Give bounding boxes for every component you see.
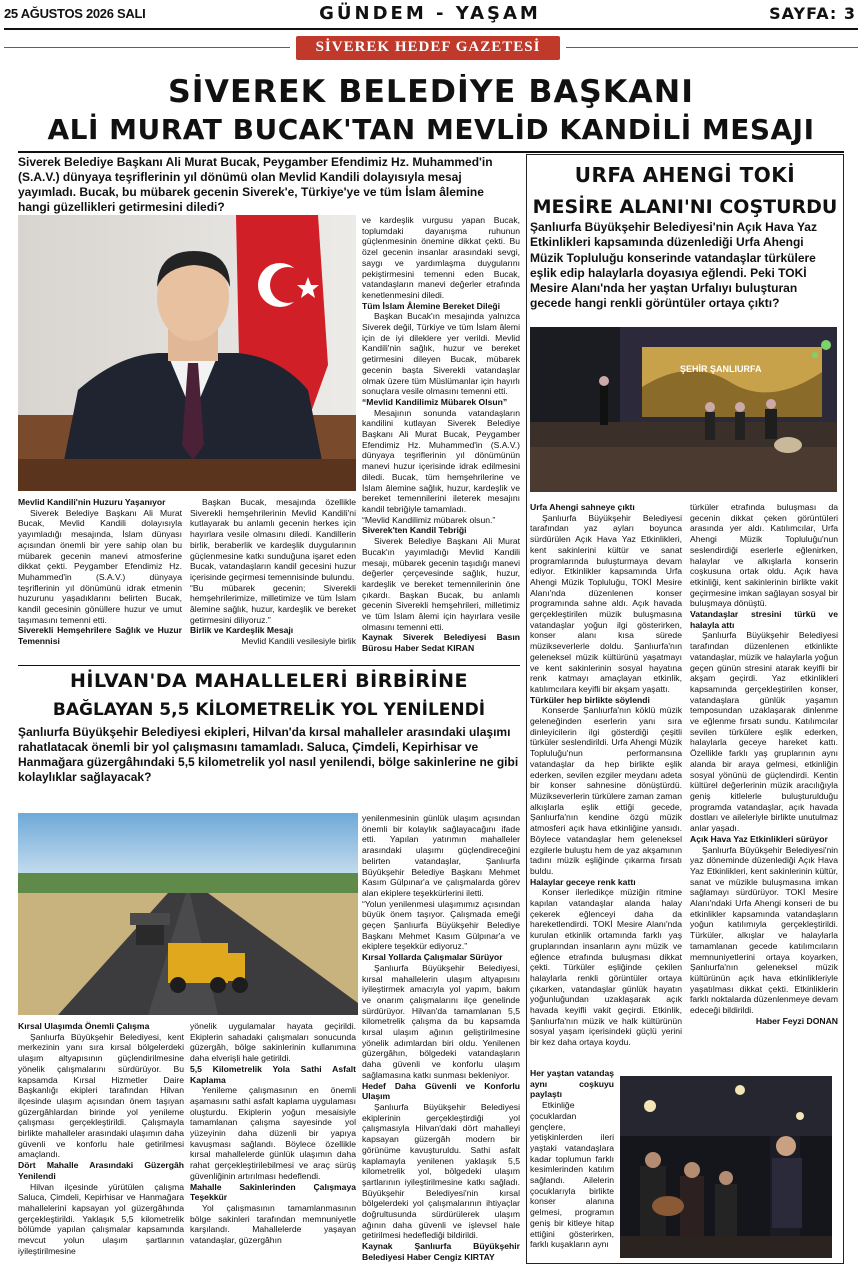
article3-subhead-6: Hedef Daha Güvenli ve Konforlu Ulaşım [362,1080,520,1102]
article3-paragraph: Hilvan ilçesinde yürütülen çalışma Saluca, Çimdeli, Kepirhisar ve Hanmağara mahallelerini kapsayan yol güzergâhında gerçekleştirildi. Yaklaşık 5,5 kilometrelik bölümde yapılan çalışmalar kapsamında mevcut yolun ulaşım şartlarının iyileştirilmesine [18,1181,184,1256]
article1-paragraph: Başkan Bucak, mesajında özellikle Siverekli hemşehrilerinin Mevlid Kandili'ni kutlayarak bu anlamlı gecenin herkes için hayırlara vesile olmasını diledi. Kandillerin birlik, beraberlik ve kardeşlik duygularının güçlenmesine katkı sunduğuna işaret eden Bucak, vatandaşların kandil gecesini huzur içerisinde geçirmesi temennisinde bulundu. [190,497,356,582]
article2-photo-concert [530,327,837,492]
article2-subhead-3: Halaylar geceye renk kattı [530,876,636,887]
article2-column-2 [690,502,838,1026]
article3-top-rule [18,665,520,666]
article3-paragraph: Şanlıurfa Büyükşehir Belediyesi ekiplerinin gerçekleştirdiği yol çalışmasıyla Hilvan'daki dört mahalleyi kapsayan güzergâh modern bir görünüme kavuşturuldu. Sathi asfalt kaplamayla yenilenen yaklaşık 5,5 kilometrelik yol, bölgedeki ulaşım şartlarının iyileştirilmesine katkı sağladı. Büyükşehir Belediyesi'nin kırsal bölgelerdeki yol çalışmalarının ihtiyaçlar doğrultusunda sürdürülerek ulaşım ağının daha güvenli ve işlevsel hale getirilmesi hedeflediği bildirildi. [362,1101,520,1241]
article3-paragraph: yenilenmesinin günlük ulaşım açısından önemli bir kolaylık sağlayacağını ifade etti. Yapılan yatırımın mahalleler arasındaki ulaşımı güçlendireceğini belirten vatandaşlar, Şanlıurfa Büyükşehir Belediye Başkanı Mehmet Kasım Gülpınar'a ve çalışmalarda görev alan ekiplere teşekkürlerini iletti. [362,813,520,898]
article3-paragraph: yönelik uygulamalar hayata geçirildi. Ekiplerin sahadaki çalışmaları sonucunda güzergâh, bölge sakinlerinin kullanımına daha elverişli hale getirildi. [190,1021,356,1064]
article1-subhead-2: Siverekli Hemşehrilere Sağlık ve Huzur Temennisi [18,625,182,647]
header-date: 25 AĞUSTOS 2026 SALI [4,6,146,21]
article3-source: Kaynak Şanlıurfa Büyükşehir Belediyesi Haber Cengiz KIRTAY [362,1241,520,1262]
article1-photo-mayor [18,215,356,491]
article3-column-2 [190,1021,356,1246]
article2-column-1 [530,502,682,1048]
article2-title-line1: URFA AHENGİ TOKİ [574,163,796,187]
stage-banner-text: ŞEHİR ŞANLIURFA [680,364,762,374]
article3-column-1 [18,1021,184,1256]
article3-paragraph: Yol çalışmasının tamamlanmasının bölge sakinleri tarafından memnuniyetle karşılandı. Mahallelerde yaşayan vatandaşlar, güzergâhın [190,1202,356,1246]
article1-subhead-1: Mevlid Kandili'nin Huzuru Yaşanıyor [18,497,166,507]
article2-subhead-2: Türküler hep birlikte söylendi [530,694,650,705]
masthead-rule-left [4,47,290,48]
article1-subhead-4: Tüm İslam Âlemine Bereket Dileği [362,300,501,311]
article2-subhead-1: Urfa Ahengi sahneye çıktı [530,502,635,512]
masthead-rule-right [566,47,858,48]
article3-subhead-2: Dört Mahalle Arasındaki Güzergâh Yenilendi [18,1160,184,1181]
article1-paragraph: Siverek Belediye Başkanı Ali Murat Bucak'ın yayımladığı Mevlid Kandili mesajı, mübarek gecenin taşıdığı manevi değerler çerçevesinde sağlık, huzur, kardeşlik ve bereket temennilerinin öne çıkardı. Başkan Bucak, bu anlamlı gecenin Siverekli hemşehrileri, milletimiz ve tüm İslam âlemi için hayırlara vesile olmasını temenni etti. [362,536,520,632]
article1-title-rule [18,151,844,153]
article3-photo-road [18,813,358,1015]
article3-paragraph: Yenileme çalışmasının en önemli aşamasını sathi asfalt kaplama uygulaması oluşturdu. Ekiplerin yoğun mesaisiyle tamamlanan çalışma sayesinde yol yüzeyinin daha düzenli bir yapıya kavuşması sağlandı. Böylece özellikle kırsal mahallelerde günlük ulaşımın daha rahat gerçekleştirilebilmesi ve araç sürüş güvenliğinin artırılması hedeflendi. [190,1085,356,1181]
article1-subhead-5: “Mevlid Kandilimiz Mübarek Olsun” [362,396,508,407]
header-rule [4,28,858,30]
article1-paragraph: Mevlid Kandili vesilesiyle birlik [241,636,356,647]
article2-paragraph: Şanlıurfa Büyükşehir Belediyesi tarafından yaz ayları boyunca sürdürülen Açık Hava Yaz Etkinlikleri, kent sakinlerini kültür ve sanat programlarında buluşturmaya devam ediyor. Etkinlikler kapsamında Urfa Ahengi Müzik Topluluğu, TOKİ Mesire Alanı'nda düzenlenen konser programında sahne aldı. Açık havada gerçekleştirilen müzik buluşmasına vatandaşlar yoğun ilgi gösterirken, konser alanı kısa sürede müzikseverlerle doldu. Şanlıurfa'nın geleneksel müzik kültürünü yaşatmayı ve kent sakinlerinin sosyal hayatına renk katmayı amaçlayan etkinlik, katılımcılara keyifli bir akşam yaşattı. [530,512,682,694]
road-asphalt-icon [18,813,358,1015]
article3-paragraph: Şanlıurfa Büyükşehir Belediyesi, kent merkezinin yanı sıra kırsal bölgelerdeki ulaşım altyapısının güçlendirilmesine yönelik çalışmalarını sürdürüyor. Bu kapsamda Kırsal Hizmetler Daire Başkanlığı ekipleri tarafından Hilvan ilçesinde ulaşım açısından önem taşıyan güzergâhlardan birinde yol yenileme çalışması gerçekleştirildi. Çalışmayla birlikte mahalleler arasındaki ulaşımın daha güvenli ve konforlu hale getirilmesi amaçlandı. [18,1031,184,1160]
article3-subhead-3: 5,5 Kilometrelik Yola Sathi Asfalt Kaplama [190,1063,356,1085]
concert-stage-icon [530,327,837,492]
article3-lead: Şanlıurfa Büyükşehir Belediyesi ekipleri, Hilvan'da kırsal mahalleler arasındaki ulaşımı rahatlatacak önemli bir yol çalışmasını tamamladı. Saluca, Çimdeli, Kepirhisar ve Hanmağara güzergâhındaki 5,5 kilometrelik yol nasıl yenilendi, bölge sakinlerine ne gibi kolaylıklar sağlayacak? [18,725,519,784]
article1-subhead-3: Birlik ve Kardeşlik Mesajı [190,625,294,636]
article1-quote: “Mevlid Kandilimiz mübarek olsun.” [362,514,496,525]
article1-title-line2: ALİ MURAT BUCAK'TAN MEVLİD KANDİLİ MESAJI [47,113,815,146]
mayor-portrait-icon [18,215,356,491]
article2-paragraph: Şanlıurfa Büyükşehir Belediyesi tarafından düzenlenen etkinlikte vatandaşlar, müzik ve halaylarla yoğun geçen günün stresini atarak keyifli bir akşam geçirdi. Yaz etkinlikleri kapsamında gerçekleştirilen konser, vatandaşlara günlük yaşamın temposundan uzaklaşarak dinlenme ve eğlenme fırsatı sundu. Katılımcılar sevilen türkülere eşlik ederken, halaylarla geceye hareket kattı. Özellikle farklı yaş gruplarının aynı alanda bir araya gelmesi, etkinliğin sosyal yönünü de güçlendirdi. Kentin kültürel değerlerinin müzik aracılığıyla geniş kitlelerle buluşturulduğu programda vatandaşlar, açık havada dostları ve aileleriyle birlikte unutulmaz anlar yaşadı. [690,630,838,834]
article3-subhead-1: Kırsal Ulaşımda Önemli Çalışma [18,1021,150,1031]
article1-paragraph: Mesajının sonunda vatandaşların kandilini kutlayan Siverek Belediye Başkanı Ali Murat Bucak, Peygamber Efendimiz Hz. Muhammed'in (S.A.V.) dünyaya teşriflerinin yıl dönümünün manevi huzur içerisinde idrak edilmesini diledi. Bucak, tüm hemşehrilerine ve İslam âlemine sağlık, huzur, kardeşlik ve bereket temennilerini ileterek mesajını kandil tebriğiyle tamamladı. [362,407,520,514]
article2-column-1b [530,1068,614,1250]
article2-paragraph: Konserde Şanlıurfa'nın köklü müzik geleneğinden eserlerin yanı sıra dinleyicilerin ilgi gösterdiği çeşitli türküler seslendirildi. Urfa Ahengi Müzik Topluluğu'nun performansına vatandaşlar da hep birlikte eşlik ederken, sevilen ezgiler meydanı adeta bir konser sahnesine dönüştürdü. Müzikseverlerin türkülere zaman zaman alkışlarla eşlik ettiği gecede, Şanlıurfa'nın kendine özgü müzik atmosferi açık hava etkinliğine yansıdı. Böylece vatandaşlar hem geleneksel ezgilerle buluştu hem de yaz akşamının tadını müzik eşliğinde çıkarma fırsatı buldu. [530,705,682,876]
article1-paragraph: Siverek Belediye Başkanı Ali Murat Bucak, Mevlid Kandili dolayısıyla yayımladığı mesajında, İslam dünyası açısından önemli bir yere sahip olan bu mübarek gecenin manevi atmosferine dikkat çekti. Peygamber Efendimiz Hz. Muhammed'in (S.A.V.) dünyaya teşriflerinin yıl dönümünü idrak etmenin huzurunu yaşadıklarını belirten Bucak, kandil gecesinin gönüllere huzur ve umut taşımasını temenni etti. [18,507,182,625]
article1-source: Kaynak Siverek Belediyesi Basın Bürosu Haber Sedat KIRAN [362,632,520,654]
article2-lead: Şanlıurfa Büyükşehir Belediyesi'nin Açık Hava Yaz Etkinlikleri kapsamında düzenlediği Urfa Ahengi Müzik Topluluğu konserinde vatandaşlar türkülere eşlik edip halaylarla doyasıya eğlendi. Peki TOKİ Mesire Alanı'nda her yaştan Urfalıyı buluşturan gecede hangi renkli görüntüler ortaya çıktı? [530,220,817,311]
article3-subhead-4: Mahalle Sakinlerinden Çalışmaya Teşekkür [190,1181,356,1203]
article2-paragraph: Konser ilerledikçe müziğin ritmine kapılan vatandaşlar alanda halay çekerek eğlenceyi daha da hareketlendirdi. TOKİ Mesire Alanı'nda kurulan etkinlik ortamında farklı yaş gruplarından insanların aynı müzik ve eğlence etrafında buluşması dikkat çekti. Türküler eşliğinde çekilen halaylarla renkli görüntüler ortaya çıkarken, vatandaşlar günlük hayatın yoğunluğundan uzaklaşarak açık havada keyifli vakit geçirdi. Etkinlik, Şanlıurfa'nın müzik ve halk kültürünün sosyal yaşam içerisindeki güçlü yerini bir kez daha ortaya koydu. [530,887,682,1048]
article2-source: Haber Feyzi DONAN [755,1015,838,1026]
article1-title-line1: SİVEREK BELEDİYE BAŞKANI [167,74,695,110]
header-section: GÜNDEM - YAŞAM [319,3,541,24]
article1-column-1 [18,497,182,647]
article1-subhead-6: Siverek'ten Kandil Tebriği [362,525,467,536]
article1-paragraph: ve kardeşlik vurgusu yapan Bucak, toplumdaki dayanışma ruhunun güçlenmesinin önemine dikkat çekti. Bu özel gecenin insanlar arasındaki sevgi, saygı ve yardımlaşma duygularını pekiştirmesini temenni eden Bucak, vatandaşların manevi değerler etrafında kenetlenmesini diledi. [362,215,520,300]
article1-quote: “Bu mübarek gecenin; Siverekli hemşehrilerimize, milletimize ve tüm İslam âlemine sağlık, huzur, kardeşlik ve bereket getirmesini diliyoruz.” [190,582,356,625]
article3-subhead-5: Kırsal Yollarda Çalışmalar Sürüyor [362,952,503,963]
article1-column-2 [190,497,356,647]
article3-quote: “Yolun yenilenmesi ulaşımımız açısından büyük önem taşıyor. Çalışmada emeği geçen Şanlıurfa Büyükşehir Belediye Başkanı Mehmet Kasım Gülpınar'a ve ekiplere teşekkür ediyoruz.” [362,898,520,952]
article2-paragraph: Etkinliğe çocuklardan gençlere, yetişkinlerden ileri yaştaki vatandaşlara kadar toplumun farklı kesimlerinden katılım sağlandı. Ailelerin çocuklarıyla birlikte konser alanına gelmesi, programın geniş bir kitleye hitap ettiğini gösterirken, farklı kuşakların aynı [530,1100,614,1250]
article2-paragraph: Şanlıurfa Büyükşehir Belediyesi'nin yaz döneminde düzenlediği Açık Hava Yaz Etkinlikleri, kent sakinlerinin kültür, sanat ve müzikle buluşmasına imkan sağlamayı sürdürüyor. TOKİ Mesire Alanı'ndaki Urfa Ahengi konseri de bu etkinlikler kapsamında vatandaşların yoğun katılımıyla gerçekleştirildi. Türküler, alkışlar ve halaylarla tamamlanan gecede katılımcıların memnuniyetlerini ortaya koyarken, Şanlıurfa'nın geleneksel müzik kültürünün açık hava etkinlikleriyle yaşatılması dikkat çekti. Etkinliklerin farklı noktalarda düzenlenmeye devam edeceği bildirildi. [690,844,838,1016]
article2-title-line2: MESİRE ALANI'NI COŞTURDU [532,196,838,218]
performers-night-icon [620,1076,832,1258]
article2-subhead-5: Vatandaşlar stresini türkü ve halayla attı [690,609,838,630]
article2-paragraph: türküler etrafında buluşması da gecenin dikkat çeken görüntüleri arasında yer aldı. Katılımcılar, Urfa Ahengi Müzik Topluluğu'nun seslendirdiği eserlerle eğlenirken, halaylar ve alkışlarla konserin coşkusuna ortak oldu. Açık hava etkinliği, kent sakinlerinin birlikte vakit geçirmesine imkan sağlayan sosyal bir buluşmaya dönüştü. [690,502,838,609]
article3-title-line2: BAĞLAYAN 5,5 KİLOMETRELİK YOL YENİLENDİ [52,700,486,720]
article2-subhead-4: Her yaştan vatandaş aynı coşkuyu paylaştı [530,1068,614,1100]
article3-title-line1: HİLVAN'DA MAHALLELERİ BİRBİRİNE [69,670,468,692]
article2-photo-performers [620,1076,832,1258]
article3-column-3 [362,813,520,1263]
article2-subhead-6: Açık Hava Yaz Etkinlikleri sürüyor [690,833,828,844]
header-page-number: SAYFA: 3 [769,4,856,23]
article3-paragraph: Şanlıurfa Büyükşehir Belediyesi, kırsal mahallelerin ulaşım altyapısını iyileştirmek amacıyla yol yapım, bakım ve onarım çalışmalarını ilçe genelinde sürdürüyor. Hilvan'da tamamlanan 5,5 kilometrelik çalışma da bu kapsamda kırsal ulaşım ağının geliştirilmesine yönelik adımlardan biri oldu. Yenilenen güzergâhın, bölgedeki vatandaşların daha güvenli ve konforlu ulaşım sağlamasına katkı sunması bekleniyor. [362,962,520,1080]
masthead-title: SİVEREK HEDEF GAZETESİ [315,39,541,55]
article1-column-3 [362,215,520,654]
article1-lead: Siverek Belediye Başkanı Ali Murat Bucak, Peygamber Efendimiz Hz. Muhammed'in (S.A.V.) dünyaya teşriflerinin yıl dönümü olan Mevlid Kandili dolayısıyla mesaj yayımladı. Bucak, bu mübarek gecenin Siverek'e, Türkiye'ye ve tüm İslam âlemine hangi güzellikleri getirmesini diledi? [18,155,493,214]
article1-paragraph: Başkan Bucak'ın mesajında yalnızca Siverek değil, Türkiye ve tüm İslam âlemi için de iyi dileklere yer verildi. Mevlid Kandili'nin sağlık, huzur ve bereket getirmesini dileyen Bucak, mübarek gecenin başta Siverekli vatandaşlar olmak üzere tüm Müslümanlar için hayırlı sonuçlara vesile olmasını temenni etti. [362,311,520,397]
